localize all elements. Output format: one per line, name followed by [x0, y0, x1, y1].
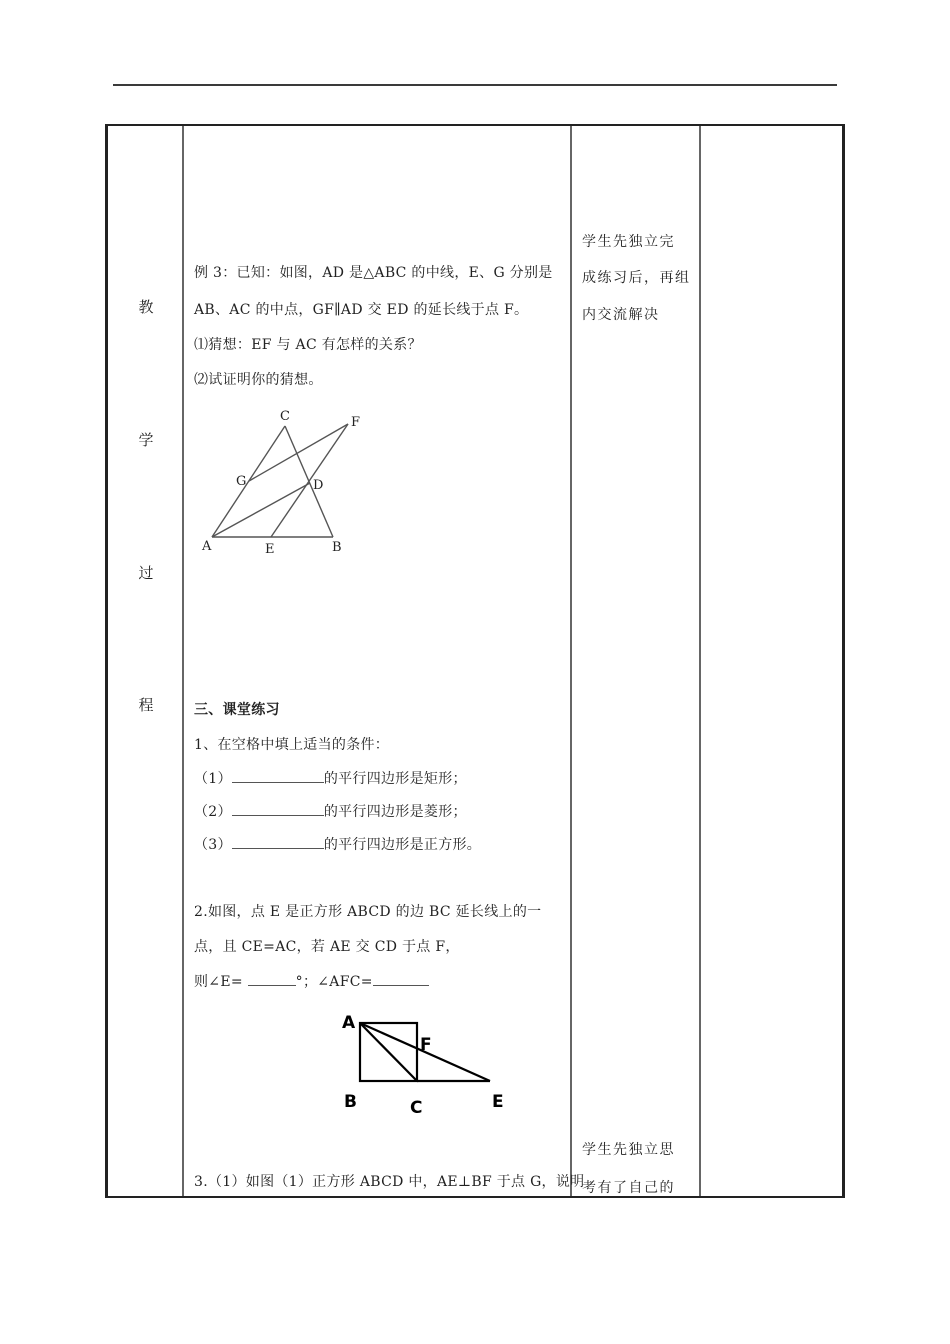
answer-blank[interactable]: [232, 782, 324, 783]
practice-q1-item-3: [194, 834, 481, 854]
angle-afc-blank[interactable]: [373, 985, 429, 986]
note1-line3: 内交流解决: [582, 307, 660, 323]
column-divider-2: [570, 126, 572, 1196]
square-figure: [336, 1006, 516, 1121]
point-label-a: A: [342, 1013, 356, 1033]
practice-q2-line1: 2.如图，点 E 是正方形 ABCD 的边 BC 延长线上的一: [194, 904, 542, 920]
answer-blank[interactable]: [232, 815, 324, 816]
practice-q1-item-2: [194, 801, 467, 821]
angle-afc-label: °；∠AFC=: [295, 974, 373, 990]
practice-heading: 三、课堂练习: [194, 702, 280, 718]
item-text: 的平行四边形是矩形；: [323, 771, 467, 787]
note2-line1: 学生先独立思: [582, 1142, 675, 1158]
item-number: （3）: [194, 837, 232, 853]
point-label-g: G: [236, 474, 247, 489]
point-label-c: C: [410, 1098, 423, 1118]
example3-question1: ⑴猜想：EF 与 AC 有怎样的关系？: [194, 337, 422, 353]
section-label-char: 程: [138, 696, 154, 714]
item-number: （1）: [194, 771, 232, 787]
practice-q2-line2: 点，且 CE=AC，若 AE 交 CD 于点 F，: [194, 939, 460, 955]
lesson-plan-table: [105, 124, 845, 1198]
note1-line2: 成练习后，再组: [582, 270, 691, 286]
point-label-e: E: [265, 542, 275, 557]
point-label-d: D: [313, 478, 324, 493]
practice-q2-line3: [194, 971, 429, 991]
item-text: 的平行四边形是菱形；: [323, 804, 467, 820]
point-label-f: F: [420, 1035, 432, 1055]
column-divider-3: [699, 126, 701, 1196]
practice-q3-line1: 3.（1）如图（1）正方形 ABCD 中，AE⊥BF 于点 G，说明: [194, 1174, 585, 1190]
triangle-figure: [198, 404, 368, 559]
point-label-e: E: [492, 1092, 504, 1112]
section-label-char: 学: [138, 431, 154, 449]
point-label-b: B: [332, 540, 342, 555]
note1-line1: 学生先独立完: [582, 234, 675, 250]
example3-question2: ⑵试证明你的猜想。: [194, 372, 323, 388]
section-label-char: 教: [138, 298, 154, 316]
point-label-b: B: [344, 1092, 357, 1112]
example3-line2: AB、AC 的中点，GF∥AD 交 ED 的延长线于点 F。: [194, 302, 529, 318]
point-label-a: A: [202, 539, 212, 554]
section-label-char: 过: [138, 564, 154, 582]
column-divider-1: [182, 126, 184, 1196]
point-label-f: F: [351, 415, 361, 430]
page-header-rule: [113, 84, 837, 86]
answer-blank[interactable]: [232, 848, 324, 849]
example3-line1: 例 3：已知：如图，AD 是△ABC 的中线，E、G 分别是: [194, 265, 553, 281]
note2-line2: 考有了自己的: [582, 1180, 675, 1196]
angle-e-blank[interactable]: [248, 985, 296, 986]
item-text: 的平行四边形是正方形。: [323, 837, 482, 853]
point-label-c: C: [280, 409, 290, 424]
practice-q1-item-1: [194, 768, 467, 788]
item-number: （2）: [194, 804, 232, 820]
angle-e-label: 则∠E=: [194, 974, 243, 990]
practice-q1-intro: 1、在空格中填上适当的条件：: [194, 737, 390, 753]
